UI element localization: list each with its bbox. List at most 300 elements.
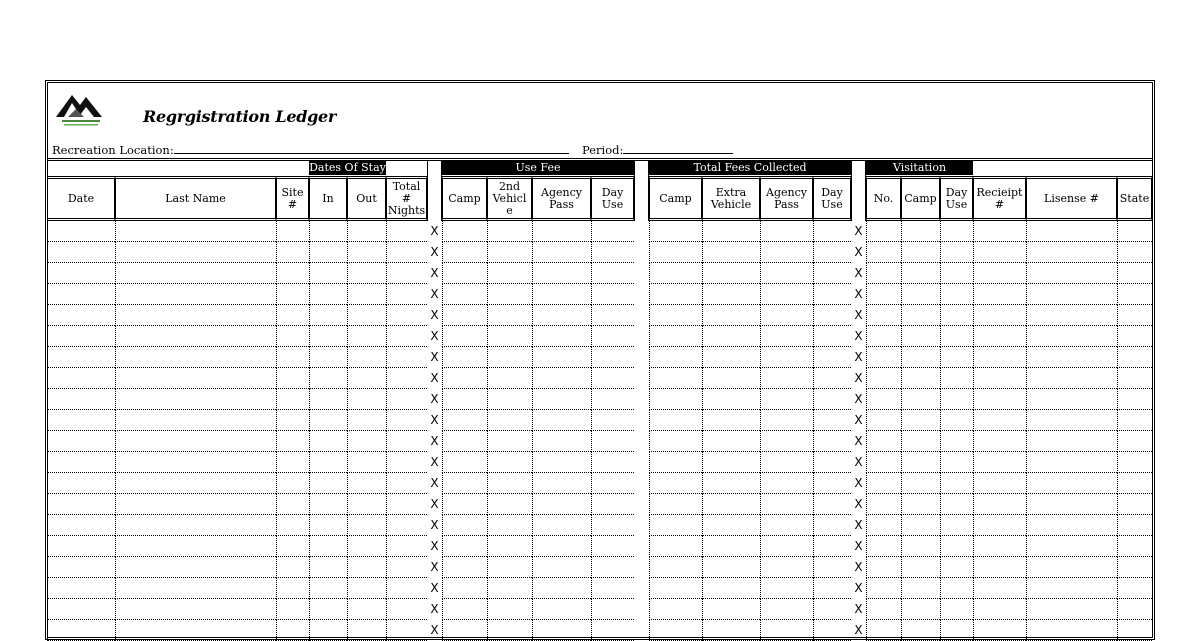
ledger-cell-vis-day-use[interactable] — [940, 536, 973, 557]
ledger-cell-last-name[interactable] — [115, 473, 276, 494]
ledger-cell-license[interactable] — [1026, 242, 1117, 263]
ledger-cell-total-nights[interactable] — [386, 326, 427, 347]
ledger-cell-receipt[interactable] — [973, 347, 1026, 368]
ledger-cell-in[interactable] — [309, 557, 347, 578]
ledger-cell-use-day-use[interactable] — [591, 284, 634, 305]
ledger-cell-in[interactable] — [309, 620, 347, 641]
ledger-cell-site[interactable] — [276, 452, 309, 473]
ledger-cell-total-nights[interactable] — [386, 536, 427, 557]
ledger-cell-vis-day-use[interactable] — [940, 515, 973, 536]
ledger-cell-fees-camp[interactable] — [649, 326, 702, 347]
ledger-cell-receipt[interactable] — [973, 536, 1026, 557]
ledger-cell-in[interactable] — [309, 242, 347, 263]
ledger-cell-vis-camp[interactable] — [901, 305, 940, 326]
ledger-cell-receipt[interactable] — [973, 620, 1026, 641]
ledger-cell-use-agency-pass[interactable] — [532, 347, 591, 368]
ledger-cell-use-agency-pass[interactable] — [532, 410, 591, 431]
ledger-cell-site[interactable] — [276, 263, 309, 284]
ledger-cell-in[interactable] — [309, 431, 347, 452]
ledger-cell-total-nights[interactable] — [386, 410, 427, 431]
ledger-cell-out[interactable] — [347, 578, 386, 599]
ledger-cell-fees-camp[interactable] — [649, 305, 702, 326]
ledger-cell-use-agency-pass[interactable] — [532, 515, 591, 536]
ledger-cell-site[interactable] — [276, 389, 309, 410]
ledger-cell-use-2nd-vehicle[interactable] — [487, 536, 532, 557]
ledger-cell-use-2nd-vehicle[interactable] — [487, 410, 532, 431]
ledger-cell-state[interactable] — [1117, 578, 1152, 599]
ledger-cell-date[interactable] — [47, 557, 115, 578]
ledger-cell-use-2nd-vehicle[interactable] — [487, 221, 532, 242]
ledger-cell-state[interactable] — [1117, 242, 1152, 263]
ledger-cell-fees-camp[interactable] — [649, 515, 702, 536]
ledger-cell-vis-camp[interactable] — [901, 452, 940, 473]
ledger-cell-use-2nd-vehicle[interactable] — [487, 515, 532, 536]
ledger-cell-use-day-use[interactable] — [591, 473, 634, 494]
ledger-cell-total-nights[interactable] — [386, 242, 427, 263]
ledger-cell-use-day-use[interactable] — [591, 620, 634, 641]
ledger-cell-use-2nd-vehicle[interactable] — [487, 431, 532, 452]
ledger-cell-vis-camp[interactable] — [901, 368, 940, 389]
ledger-cell-vis-camp[interactable] — [901, 410, 940, 431]
ledger-cell-site[interactable] — [276, 326, 309, 347]
ledger-cell-vis-camp[interactable] — [901, 242, 940, 263]
ledger-cell-date[interactable] — [47, 326, 115, 347]
ledger-cell-total-nights[interactable] — [386, 431, 427, 452]
ledger-cell-fees-agency-pass[interactable] — [760, 284, 813, 305]
recreation-location-field[interactable] — [174, 143, 569, 154]
ledger-cell-use-camp[interactable] — [442, 368, 487, 389]
ledger-cell-vis-day-use[interactable] — [940, 284, 973, 305]
ledger-cell-fees-camp[interactable] — [649, 221, 702, 242]
ledger-cell-site[interactable] — [276, 557, 309, 578]
ledger-cell-fees-day-use[interactable] — [813, 347, 851, 368]
ledger-cell-use-agency-pass[interactable] — [532, 263, 591, 284]
ledger-cell-fees-agency-pass[interactable] — [760, 263, 813, 284]
ledger-cell-in[interactable] — [309, 473, 347, 494]
ledger-cell-use-agency-pass[interactable] — [532, 305, 591, 326]
ledger-cell-use-day-use[interactable] — [591, 557, 634, 578]
ledger-cell-license[interactable] — [1026, 347, 1117, 368]
ledger-cell-use-2nd-vehicle[interactable] — [487, 452, 532, 473]
ledger-cell-use-camp[interactable] — [442, 431, 487, 452]
ledger-cell-use-day-use[interactable] — [591, 578, 634, 599]
ledger-cell-total-nights[interactable] — [386, 221, 427, 242]
ledger-cell-total-nights[interactable] — [386, 284, 427, 305]
ledger-cell-receipt[interactable] — [973, 452, 1026, 473]
ledger-cell-license[interactable] — [1026, 431, 1117, 452]
ledger-cell-license[interactable] — [1026, 515, 1117, 536]
ledger-cell-fees-extra-vehicle[interactable] — [702, 431, 760, 452]
ledger-cell-license[interactable] — [1026, 389, 1117, 410]
ledger-cell-vis-camp[interactable] — [901, 431, 940, 452]
ledger-cell-total-nights[interactable] — [386, 578, 427, 599]
ledger-cell-site[interactable] — [276, 284, 309, 305]
ledger-cell-license[interactable] — [1026, 452, 1117, 473]
ledger-cell-vis-camp[interactable] — [901, 578, 940, 599]
ledger-cell-fees-extra-vehicle[interactable] — [702, 599, 760, 620]
ledger-cell-in[interactable] — [309, 347, 347, 368]
ledger-cell-vis-no[interactable] — [866, 368, 901, 389]
ledger-cell-vis-day-use[interactable] — [940, 347, 973, 368]
ledger-cell-vis-camp[interactable] — [901, 221, 940, 242]
ledger-cell-use-camp[interactable] — [442, 515, 487, 536]
ledger-cell-fees-day-use[interactable] — [813, 431, 851, 452]
ledger-cell-vis-day-use[interactable] — [940, 557, 973, 578]
ledger-cell-date[interactable] — [47, 494, 115, 515]
ledger-cell-vis-no[interactable] — [866, 431, 901, 452]
ledger-cell-date[interactable] — [47, 452, 115, 473]
ledger-cell-use-2nd-vehicle[interactable] — [487, 599, 532, 620]
ledger-cell-vis-no[interactable] — [866, 620, 901, 641]
ledger-cell-fees-agency-pass[interactable] — [760, 389, 813, 410]
ledger-cell-date[interactable] — [47, 263, 115, 284]
ledger-cell-state[interactable] — [1117, 368, 1152, 389]
ledger-cell-use-day-use[interactable] — [591, 389, 634, 410]
ledger-cell-use-camp[interactable] — [442, 452, 487, 473]
ledger-cell-in[interactable] — [309, 452, 347, 473]
ledger-cell-use-agency-pass[interactable] — [532, 242, 591, 263]
ledger-cell-receipt[interactable] — [973, 473, 1026, 494]
ledger-cell-fees-extra-vehicle[interactable] — [702, 473, 760, 494]
ledger-cell-fees-agency-pass[interactable] — [760, 515, 813, 536]
ledger-cell-use-2nd-vehicle[interactable] — [487, 326, 532, 347]
ledger-cell-receipt[interactable] — [973, 368, 1026, 389]
ledger-cell-fees-camp[interactable] — [649, 410, 702, 431]
ledger-cell-vis-day-use[interactable] — [940, 599, 973, 620]
ledger-cell-fees-camp[interactable] — [649, 347, 702, 368]
ledger-cell-receipt[interactable] — [973, 221, 1026, 242]
ledger-cell-license[interactable] — [1026, 284, 1117, 305]
ledger-cell-use-day-use[interactable] — [591, 242, 634, 263]
ledger-cell-fees-day-use[interactable] — [813, 242, 851, 263]
ledger-cell-in[interactable] — [309, 368, 347, 389]
ledger-cell-vis-camp[interactable] — [901, 473, 940, 494]
ledger-cell-fees-camp[interactable] — [649, 389, 702, 410]
ledger-cell-receipt[interactable] — [973, 389, 1026, 410]
ledger-cell-license[interactable] — [1026, 305, 1117, 326]
ledger-cell-fees-day-use[interactable] — [813, 410, 851, 431]
ledger-cell-date[interactable] — [47, 599, 115, 620]
ledger-cell-use-2nd-vehicle[interactable] — [487, 305, 532, 326]
ledger-cell-fees-agency-pass[interactable] — [760, 578, 813, 599]
ledger-cell-use-agency-pass[interactable] — [532, 557, 591, 578]
ledger-cell-use-agency-pass[interactable] — [532, 431, 591, 452]
ledger-cell-use-day-use[interactable] — [591, 410, 634, 431]
ledger-cell-license[interactable] — [1026, 578, 1117, 599]
ledger-cell-total-nights[interactable] — [386, 305, 427, 326]
ledger-cell-in[interactable] — [309, 284, 347, 305]
ledger-cell-in[interactable] — [309, 305, 347, 326]
ledger-cell-site[interactable] — [276, 473, 309, 494]
ledger-cell-site[interactable] — [276, 221, 309, 242]
ledger-cell-vis-camp[interactable] — [901, 494, 940, 515]
ledger-cell-in[interactable] — [309, 221, 347, 242]
ledger-cell-fees-day-use[interactable] — [813, 221, 851, 242]
ledger-cell-vis-camp[interactable] — [901, 284, 940, 305]
ledger-cell-in[interactable] — [309, 515, 347, 536]
ledger-cell-license[interactable] — [1026, 494, 1117, 515]
ledger-cell-license[interactable] — [1026, 620, 1117, 641]
ledger-cell-fees-extra-vehicle[interactable] — [702, 326, 760, 347]
ledger-cell-site[interactable] — [276, 494, 309, 515]
ledger-cell-fees-day-use[interactable] — [813, 494, 851, 515]
ledger-cell-out[interactable] — [347, 263, 386, 284]
ledger-cell-fees-camp[interactable] — [649, 452, 702, 473]
ledger-cell-fees-camp[interactable] — [649, 263, 702, 284]
ledger-cell-last-name[interactable] — [115, 599, 276, 620]
ledger-cell-fees-agency-pass[interactable] — [760, 347, 813, 368]
ledger-cell-vis-camp[interactable] — [901, 620, 940, 641]
ledger-cell-state[interactable] — [1117, 305, 1152, 326]
ledger-cell-use-camp[interactable] — [442, 410, 487, 431]
ledger-cell-fees-agency-pass[interactable] — [760, 221, 813, 242]
ledger-cell-site[interactable] — [276, 431, 309, 452]
ledger-cell-last-name[interactable] — [115, 557, 276, 578]
ledger-cell-receipt[interactable] — [973, 557, 1026, 578]
ledger-cell-in[interactable] — [309, 389, 347, 410]
ledger-cell-out[interactable] — [347, 536, 386, 557]
ledger-cell-use-day-use[interactable] — [591, 263, 634, 284]
ledger-cell-date[interactable] — [47, 389, 115, 410]
ledger-cell-vis-no[interactable] — [866, 284, 901, 305]
ledger-cell-receipt[interactable] — [973, 326, 1026, 347]
ledger-cell-vis-camp[interactable] — [901, 389, 940, 410]
ledger-cell-use-2nd-vehicle[interactable] — [487, 578, 532, 599]
ledger-cell-site[interactable] — [276, 305, 309, 326]
ledger-cell-last-name[interactable] — [115, 494, 276, 515]
ledger-cell-vis-no[interactable] — [866, 263, 901, 284]
ledger-cell-receipt[interactable] — [973, 305, 1026, 326]
ledger-cell-vis-no[interactable] — [866, 389, 901, 410]
ledger-cell-site[interactable] — [276, 410, 309, 431]
ledger-cell-total-nights[interactable] — [386, 347, 427, 368]
ledger-cell-vis-camp[interactable] — [901, 599, 940, 620]
ledger-cell-vis-no[interactable] — [866, 473, 901, 494]
ledger-cell-use-camp[interactable] — [442, 578, 487, 599]
ledger-cell-state[interactable] — [1117, 221, 1152, 242]
ledger-cell-use-2nd-vehicle[interactable] — [487, 557, 532, 578]
ledger-cell-in[interactable] — [309, 326, 347, 347]
ledger-cell-total-nights[interactable] — [386, 494, 427, 515]
ledger-cell-use-agency-pass[interactable] — [532, 284, 591, 305]
ledger-cell-out[interactable] — [347, 347, 386, 368]
ledger-cell-last-name[interactable] — [115, 305, 276, 326]
ledger-cell-fees-extra-vehicle[interactable] — [702, 263, 760, 284]
ledger-cell-use-camp[interactable] — [442, 389, 487, 410]
ledger-cell-site[interactable] — [276, 515, 309, 536]
ledger-cell-total-nights[interactable] — [386, 368, 427, 389]
ledger-cell-out[interactable] — [347, 410, 386, 431]
ledger-cell-vis-camp[interactable] — [901, 557, 940, 578]
ledger-cell-vis-day-use[interactable] — [940, 368, 973, 389]
ledger-cell-fees-camp[interactable] — [649, 557, 702, 578]
ledger-cell-use-day-use[interactable] — [591, 305, 634, 326]
ledger-cell-last-name[interactable] — [115, 620, 276, 641]
ledger-cell-in[interactable] — [309, 599, 347, 620]
ledger-cell-fees-extra-vehicle[interactable] — [702, 494, 760, 515]
ledger-cell-site[interactable] — [276, 242, 309, 263]
ledger-cell-receipt[interactable] — [973, 263, 1026, 284]
ledger-cell-in[interactable] — [309, 410, 347, 431]
ledger-cell-fees-agency-pass[interactable] — [760, 326, 813, 347]
ledger-cell-state[interactable] — [1117, 410, 1152, 431]
ledger-cell-fees-extra-vehicle[interactable] — [702, 347, 760, 368]
ledger-cell-vis-day-use[interactable] — [940, 221, 973, 242]
ledger-cell-total-nights[interactable] — [386, 263, 427, 284]
ledger-cell-vis-camp[interactable] — [901, 326, 940, 347]
ledger-cell-last-name[interactable] — [115, 242, 276, 263]
ledger-cell-receipt[interactable] — [973, 431, 1026, 452]
ledger-cell-vis-no[interactable] — [866, 599, 901, 620]
ledger-cell-use-agency-pass[interactable] — [532, 599, 591, 620]
ledger-cell-vis-no[interactable] — [866, 410, 901, 431]
ledger-cell-fees-extra-vehicle[interactable] — [702, 305, 760, 326]
ledger-cell-fees-extra-vehicle[interactable] — [702, 389, 760, 410]
ledger-cell-vis-no[interactable] — [866, 242, 901, 263]
ledger-cell-last-name[interactable] — [115, 431, 276, 452]
ledger-cell-use-agency-pass[interactable] — [532, 221, 591, 242]
ledger-cell-state[interactable] — [1117, 452, 1152, 473]
ledger-cell-total-nights[interactable] — [386, 599, 427, 620]
ledger-cell-vis-day-use[interactable] — [940, 389, 973, 410]
ledger-cell-use-camp[interactable] — [442, 620, 487, 641]
ledger-cell-use-day-use[interactable] — [591, 452, 634, 473]
ledger-cell-total-nights[interactable] — [386, 452, 427, 473]
ledger-cell-date[interactable] — [47, 473, 115, 494]
ledger-cell-use-day-use[interactable] — [591, 536, 634, 557]
ledger-cell-vis-camp[interactable] — [901, 263, 940, 284]
ledger-cell-date[interactable] — [47, 221, 115, 242]
ledger-cell-use-camp[interactable] — [442, 221, 487, 242]
ledger-cell-last-name[interactable] — [115, 284, 276, 305]
ledger-cell-total-nights[interactable] — [386, 557, 427, 578]
ledger-cell-date[interactable] — [47, 284, 115, 305]
ledger-cell-vis-no[interactable] — [866, 221, 901, 242]
ledger-cell-date[interactable] — [47, 620, 115, 641]
ledger-cell-use-camp[interactable] — [442, 305, 487, 326]
ledger-cell-license[interactable] — [1026, 536, 1117, 557]
ledger-cell-fees-agency-pass[interactable] — [760, 473, 813, 494]
ledger-cell-fees-agency-pass[interactable] — [760, 431, 813, 452]
ledger-cell-out[interactable] — [347, 494, 386, 515]
ledger-cell-fees-extra-vehicle[interactable] — [702, 620, 760, 641]
ledger-cell-use-2nd-vehicle[interactable] — [487, 473, 532, 494]
ledger-cell-vis-day-use[interactable] — [940, 620, 973, 641]
ledger-cell-fees-day-use[interactable] — [813, 284, 851, 305]
ledger-cell-state[interactable] — [1117, 431, 1152, 452]
ledger-cell-state[interactable] — [1117, 599, 1152, 620]
ledger-cell-date[interactable] — [47, 347, 115, 368]
ledger-cell-fees-day-use[interactable] — [813, 620, 851, 641]
ledger-cell-site[interactable] — [276, 599, 309, 620]
ledger-cell-fees-day-use[interactable] — [813, 389, 851, 410]
ledger-cell-fees-extra-vehicle[interactable] — [702, 221, 760, 242]
ledger-cell-state[interactable] — [1117, 347, 1152, 368]
ledger-cell-fees-day-use[interactable] — [813, 452, 851, 473]
ledger-cell-in[interactable] — [309, 536, 347, 557]
ledger-cell-vis-day-use[interactable] — [940, 578, 973, 599]
ledger-cell-use-2nd-vehicle[interactable] — [487, 368, 532, 389]
ledger-cell-use-camp[interactable] — [442, 326, 487, 347]
ledger-cell-use-camp[interactable] — [442, 263, 487, 284]
ledger-cell-date[interactable] — [47, 368, 115, 389]
ledger-cell-vis-no[interactable] — [866, 536, 901, 557]
ledger-cell-license[interactable] — [1026, 410, 1117, 431]
ledger-cell-fees-day-use[interactable] — [813, 368, 851, 389]
ledger-cell-vis-no[interactable] — [866, 494, 901, 515]
ledger-cell-receipt[interactable] — [973, 515, 1026, 536]
ledger-cell-fees-camp[interactable] — [649, 620, 702, 641]
ledger-cell-fees-agency-pass[interactable] — [760, 599, 813, 620]
ledger-cell-fees-camp[interactable] — [649, 578, 702, 599]
ledger-cell-fees-day-use[interactable] — [813, 305, 851, 326]
ledger-cell-vis-camp[interactable] — [901, 515, 940, 536]
ledger-cell-site[interactable] — [276, 620, 309, 641]
ledger-cell-fees-camp[interactable] — [649, 431, 702, 452]
ledger-cell-date[interactable] — [47, 410, 115, 431]
ledger-cell-receipt[interactable] — [973, 284, 1026, 305]
ledger-cell-vis-day-use[interactable] — [940, 473, 973, 494]
ledger-cell-last-name[interactable] — [115, 410, 276, 431]
ledger-cell-use-camp[interactable] — [442, 494, 487, 515]
ledger-cell-out[interactable] — [347, 305, 386, 326]
ledger-cell-license[interactable] — [1026, 368, 1117, 389]
ledger-cell-vis-day-use[interactable] — [940, 242, 973, 263]
ledger-cell-site[interactable] — [276, 368, 309, 389]
ledger-cell-last-name[interactable] — [115, 347, 276, 368]
ledger-cell-fees-day-use[interactable] — [813, 263, 851, 284]
ledger-cell-use-2nd-vehicle[interactable] — [487, 284, 532, 305]
ledger-cell-fees-agency-pass[interactable] — [760, 536, 813, 557]
ledger-cell-fees-camp[interactable] — [649, 284, 702, 305]
ledger-cell-fees-agency-pass[interactable] — [760, 242, 813, 263]
ledger-cell-use-day-use[interactable] — [591, 599, 634, 620]
ledger-cell-use-day-use[interactable] — [591, 347, 634, 368]
ledger-cell-vis-camp[interactable] — [901, 347, 940, 368]
ledger-cell-vis-day-use[interactable] — [940, 410, 973, 431]
ledger-cell-use-day-use[interactable] — [591, 431, 634, 452]
ledger-cell-license[interactable] — [1026, 599, 1117, 620]
ledger-cell-use-camp[interactable] — [442, 347, 487, 368]
ledger-cell-use-camp[interactable] — [442, 557, 487, 578]
ledger-cell-fees-agency-pass[interactable] — [760, 620, 813, 641]
ledger-cell-fees-extra-vehicle[interactable] — [702, 578, 760, 599]
ledger-cell-last-name[interactable] — [115, 263, 276, 284]
ledger-cell-fees-agency-pass[interactable] — [760, 452, 813, 473]
ledger-cell-receipt[interactable] — [973, 242, 1026, 263]
ledger-cell-state[interactable] — [1117, 536, 1152, 557]
ledger-cell-out[interactable] — [347, 557, 386, 578]
ledger-cell-date[interactable] — [47, 578, 115, 599]
ledger-cell-fees-camp[interactable] — [649, 494, 702, 515]
ledger-cell-state[interactable] — [1117, 557, 1152, 578]
ledger-cell-use-camp[interactable] — [442, 599, 487, 620]
ledger-cell-out[interactable] — [347, 368, 386, 389]
ledger-cell-use-agency-pass[interactable] — [532, 326, 591, 347]
ledger-cell-last-name[interactable] — [115, 368, 276, 389]
ledger-cell-out[interactable] — [347, 431, 386, 452]
ledger-cell-fees-camp[interactable] — [649, 599, 702, 620]
ledger-cell-use-agency-pass[interactable] — [532, 368, 591, 389]
ledger-cell-date[interactable] — [47, 536, 115, 557]
ledger-cell-state[interactable] — [1117, 494, 1152, 515]
ledger-cell-out[interactable] — [347, 284, 386, 305]
ledger-cell-receipt[interactable] — [973, 599, 1026, 620]
ledger-cell-use-2nd-vehicle[interactable] — [487, 263, 532, 284]
ledger-cell-fees-camp[interactable] — [649, 473, 702, 494]
ledger-cell-vis-no[interactable] — [866, 557, 901, 578]
ledger-cell-license[interactable] — [1026, 263, 1117, 284]
